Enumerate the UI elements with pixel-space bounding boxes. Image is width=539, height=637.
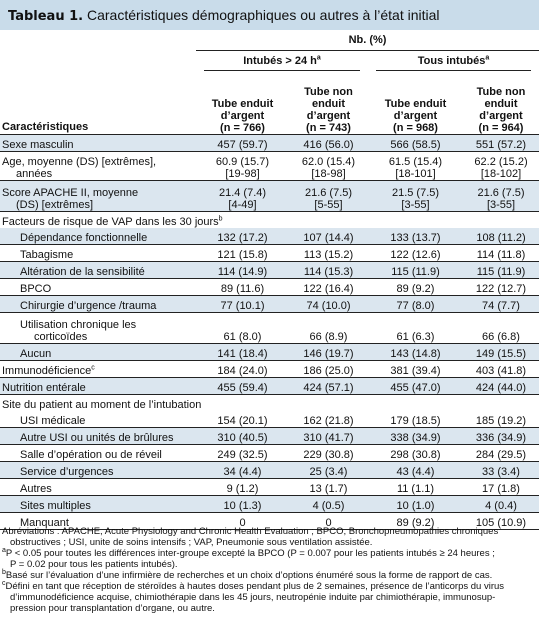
table-cell: 115 (11.9) <box>463 261 539 278</box>
table-row <box>0 295 539 312</box>
col-header-1: Tube enduit d’argent (n = 766) <box>211 97 274 134</box>
table-cell: 122 (12.6) <box>368 244 463 261</box>
row-label: Service d’urgences <box>0 461 196 478</box>
table-title <box>8 7 440 24</box>
table-cell: 61 (8.0) <box>196 312 289 343</box>
table-cell: 114 (15.3) <box>289 261 368 278</box>
table-cell: 186 (25.0) <box>289 360 368 377</box>
table-cell: 34 (4.4) <box>196 461 289 478</box>
table-cell: 416 (56.0) <box>289 134 368 151</box>
table-cell: 89 (9.2) <box>368 512 463 529</box>
row-label: Nutrition entérale <box>0 377 196 394</box>
table-row <box>0 495 539 512</box>
table-cell: 43 (4.4) <box>368 461 463 478</box>
table-number: Tableau 1. <box>8 9 84 24</box>
table-cell: 21.6 (7.5) [3-55] <box>463 180 539 211</box>
footnote-b: $^b$Basé sur l’évaluation d’une infirmière de recherches et un choix d’options énuméré sous la forme de rapport de cas. <box>2 568 493 581</box>
table-caption: Caractéristiques démographiques ou autres à l’état initial <box>86 7 440 23</box>
table-cell: 114 (11.8) <box>463 244 539 261</box>
footnote-a: $^a$P < 0.05 pour toutes les différences inter-groupe excepté la BPCO (P = 0.007 pour les patients intubés ≥ 24 heures ; P = 0.02 pour tous les patients intubés). <box>2 546 495 570</box>
table-cell: 33 (3.4) <box>463 461 539 478</box>
row-label: Age, moyenne (DS) [extrêmes], années <box>0 151 196 180</box>
row-label: Immunodéficience$^c$ <box>0 360 196 377</box>
table-cell: 21.5 (7.5) [3-55] <box>368 180 463 211</box>
table-cell: 403 (41.8) <box>463 360 539 377</box>
col-header-3: Tube enduit d’argent (n = 968) <box>384 97 447 134</box>
table-cell: 310 (41.7) <box>289 427 368 444</box>
table-row <box>0 244 539 261</box>
row-label: Tabagisme <box>0 244 196 261</box>
table-row <box>0 261 539 278</box>
table-row <box>0 360 539 377</box>
table-cell: 132 (17.2) <box>217 231 268 244</box>
table-cell: 107 (14.4) <box>303 231 354 244</box>
section-label: Facteurs de risque de VAP dans les 30 jours$^b$ <box>0 211 539 228</box>
section-row <box>0 394 539 411</box>
table-cell: 310 (40.5) <box>196 427 289 444</box>
table-cell: 74 (7.7) <box>463 295 539 312</box>
table-cell: 149 (15.5) <box>463 343 539 360</box>
row-label: BPCO <box>0 278 196 295</box>
table-cell: 10 (1.3) <box>196 495 289 512</box>
table-cell: 179 (18.5) <box>390 414 441 427</box>
table-cell: 62.2 (15.2) [18-102] <box>463 151 539 180</box>
table-row <box>0 180 539 211</box>
table-cell: 185 (19.2) <box>475 414 527 427</box>
footnote-c: $^c$Défini en tant que réception de stéroïdes à hautes doses pendant plus de 2 semaines, présence de l’anticorps du virus d’immunodéficience acquise, chimiothérapie dans les 45 jours, neutropénie induite par chimiothérapie, immunosup- pression pour transplantation d’organe, ou autre. <box>2 579 505 614</box>
table-row <box>0 343 539 360</box>
table-cell: 133 (13.7) <box>390 231 441 244</box>
table-cell: 298 (30.8) <box>368 444 463 461</box>
table-cell: 336 (34.9) <box>463 427 539 444</box>
nb-header-row <box>0 30 539 51</box>
row-label: Autre USI ou unités de brûlures <box>0 427 196 444</box>
table-cell: 141 (18.4) <box>196 343 289 360</box>
table-cell: 9 (1.2) <box>196 478 289 495</box>
row-label: Manquant <box>0 512 196 529</box>
table-cell: 284 (29.5) <box>463 444 539 461</box>
group-intubes-24h: Intubés > 24 $h^a$ <box>204 55 360 71</box>
table-cell: 455 (47.0) <box>368 377 463 394</box>
row-label: Score APACHE II, moyenne (DS) [extrêmes] <box>0 180 196 211</box>
table-cell: 74 (10.0) <box>289 295 368 312</box>
table-cell: 21.6 (7.5) [5-55] <box>289 180 368 211</box>
table-cell: 143 (14.8) <box>368 343 463 360</box>
table-cell: 11 (1.1) <box>368 478 463 495</box>
table-cell: 457 (59.7) <box>196 134 289 151</box>
characteristics-header: Caractéristiques <box>2 120 89 133</box>
row-label: USI médicale <box>20 414 86 427</box>
table-cell: 184 (24.0) <box>196 360 289 377</box>
table-cell: 77 (8.0) <box>368 295 463 312</box>
table-cell: 66 (8.9) <box>289 312 368 343</box>
table-cell: 424 (57.1) <box>289 377 368 394</box>
table-cell: 4 (0.4) <box>463 495 539 512</box>
row-label: Autres <box>0 478 196 495</box>
table-row <box>0 312 539 343</box>
table-cell: 13 (1.7) <box>289 478 368 495</box>
table-cell: 113 (15.2) <box>289 244 368 261</box>
table-row <box>0 411 539 428</box>
table-cell: 25 (3.4) <box>289 461 368 478</box>
table-cell: 62.0 (15.4) [18-98] <box>289 151 368 180</box>
table-cell: 105 (10.9) <box>463 512 539 529</box>
table-cell: 89 (9.2) <box>368 278 463 295</box>
table-cell: 146 (19.7) <box>289 343 368 360</box>
table-row <box>0 377 539 394</box>
table-cell: 115 (11.9) <box>368 261 463 278</box>
table-cell: 10 (1.0) <box>368 495 463 512</box>
nb-header: Nb. (%) <box>196 30 539 51</box>
table-cell: 21.4 (7.4) [4-49] <box>196 180 289 211</box>
table-row <box>0 151 539 180</box>
table-row <box>0 134 539 151</box>
row-label: Aucun <box>0 343 196 360</box>
table-cell: 0 <box>196 512 289 529</box>
table-cell: 77 (10.1) <box>196 295 289 312</box>
column-header-row <box>0 75 539 135</box>
table-cell: 455 (59.4) <box>196 377 289 394</box>
table-cell: 424 (44.0) <box>463 377 539 394</box>
row-label: Dépendance fonctionnelle <box>20 231 148 244</box>
table-row <box>0 278 539 295</box>
table-cell: 249 (32.5) <box>196 444 289 461</box>
footnote-abbreviations: Abréviations : APACHE, Acute Physiology and Chronic Health Evaluation ; BPCO, Bronchopneumopathies chroniques obstructives ; USI, unite de soins intensifs ; VAP, Pneumonie sous ventilation assistée. <box>2 526 499 548</box>
row-label: Altération de la sensibilité <box>0 261 196 278</box>
table-footnotes <box>2 526 537 614</box>
table-cell: 108 (11.2) <box>476 231 526 244</box>
table-row <box>0 228 539 245</box>
row-label: Sites multiples <box>0 495 196 512</box>
table-cell: 566 (58.5) <box>368 134 463 151</box>
data-table <box>0 30 539 530</box>
table-row <box>0 427 539 444</box>
table-cell: 17 (1.8) <box>463 478 539 495</box>
row-label: Chirurgie d’urgence /trauma <box>0 295 196 312</box>
col-header-2: Tube non enduit d’argent (n = 743) <box>304 85 353 134</box>
table-cell: 61.5 (15.4) [18-101] <box>368 151 463 180</box>
table-cell: 338 (34.9) <box>368 427 463 444</box>
table-row <box>0 444 539 461</box>
table-cell: 4 (0.5) <box>289 495 368 512</box>
row-label: Salle d’opération ou de réveil <box>0 444 196 461</box>
table-cell: 121 (15.8) <box>196 244 289 261</box>
row-label: Utilisation chronique les corticoïdes <box>0 312 196 343</box>
group-header-row <box>0 51 539 75</box>
group-tous-intubes: Tous intubés$^a$ <box>376 55 531 71</box>
section-row <box>0 211 539 228</box>
table-cell: 162 (21.8) <box>303 414 354 427</box>
table-cell: 61 (6.3) <box>368 312 463 343</box>
table-cell: 122 (12.7) <box>463 278 539 295</box>
col-header-4: Tube non enduit d’argent (n = 964) <box>476 85 526 134</box>
row-label: Sexe masculin <box>0 134 196 151</box>
table-cell: 89 (11.6) <box>196 278 289 295</box>
title-bar <box>0 0 539 30</box>
table-cell: 229 (30.8) <box>289 444 368 461</box>
section-label: Site du patient au moment de l’intubation <box>0 394 539 411</box>
table-cell: 0 <box>289 512 368 529</box>
table-cell: 551 (57.2) <box>463 134 539 151</box>
table-cell: 66 (6.8) <box>463 312 539 343</box>
table-cell: 114 (14.9) <box>196 261 289 278</box>
table-cell: 381 (39.4) <box>368 360 463 377</box>
table-cell: 154 (20.1) <box>217 414 268 427</box>
table-row <box>0 478 539 495</box>
table-cell: 60.9 (15.7) [19-98] <box>196 151 289 180</box>
table-row <box>0 461 539 478</box>
table-cell: 122 (16.4) <box>289 278 368 295</box>
